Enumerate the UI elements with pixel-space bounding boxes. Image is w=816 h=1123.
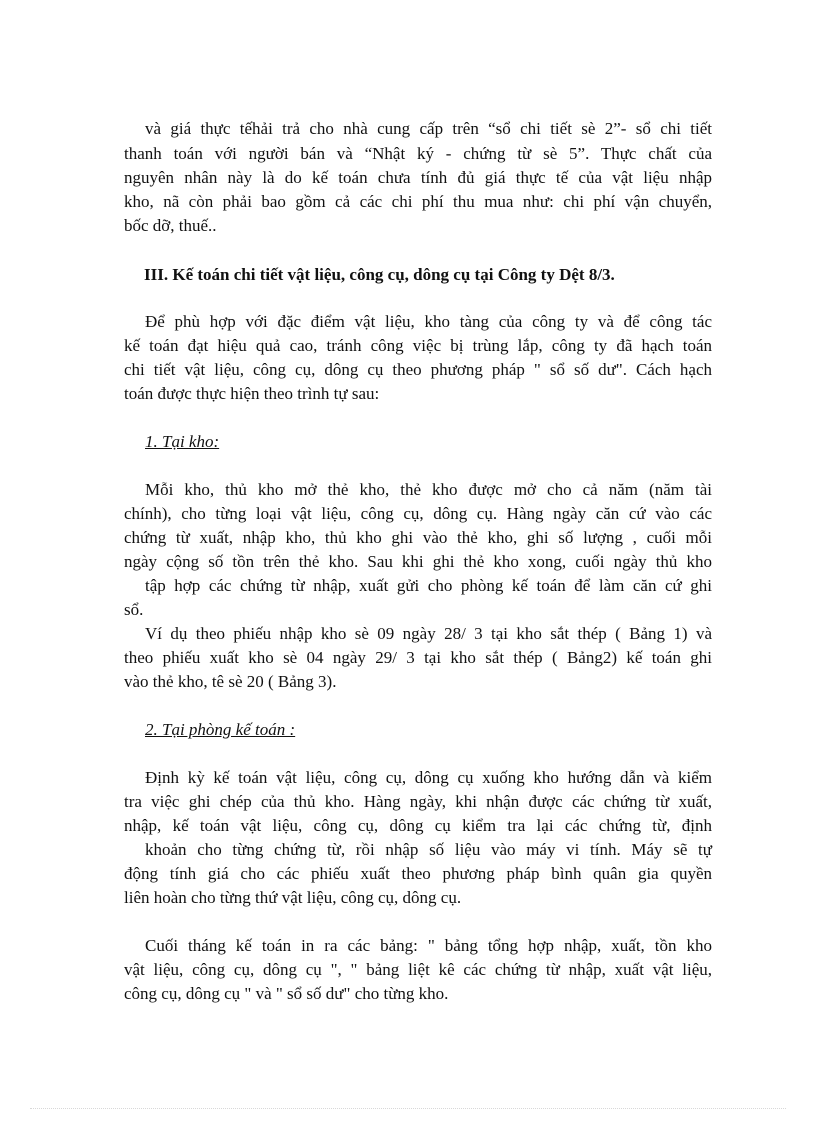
sub1-example-line-3: vào thẻ kho, tê sè 20 ( Bảng 3). bbox=[124, 672, 337, 691]
section-intro-line-4: toán được thực hiện theo trình tự sau: bbox=[124, 384, 380, 403]
section-intro-line-1: Để phù hợp với đặc điểm vật liệu, kho tàng của công ty và để công tác bbox=[145, 312, 712, 331]
sub1-line-1: Mỗi kho, thủ kho mở thẻ kho, thẻ kho được mở cho cả năm (năm tài bbox=[145, 480, 712, 499]
intro-line-3: nguyên nhân này là do kế toán chưa tính đủ giá thực tế của vật liệu nhập bbox=[124, 168, 712, 187]
sub1-line-6: sổ. bbox=[124, 600, 144, 619]
sub1-line-2: chính), cho từng loại vật liệu, công cụ, dông cụ. Hàng ngày căn cứ vào các bbox=[124, 504, 712, 523]
closing-line-3: công cụ, dông cụ " và " sổ số dư" cho từng kho. bbox=[124, 984, 449, 1003]
sub1-line-3: chứng từ xuất, nhập kho, thủ kho ghi vào thẻ kho, ghi số lượng , cuối mỗi bbox=[124, 528, 712, 547]
intro-line-5: bốc dỡ, thuế.. bbox=[124, 216, 217, 235]
sub1-example-line-2: theo phiếu xuất kho sè 04 ngày 29/ 3 tại kho sắt thép ( Bảng2) kế toán ghi bbox=[124, 648, 712, 667]
sub2-line-6: liên hoàn cho từng thứ vật liệu, công cụ, dông cụ. bbox=[124, 888, 462, 907]
subsection-1-title: 1. Tại kho: bbox=[145, 432, 220, 451]
intro-line-4: kho, nã còn phải bao gồm cả các chi phí thu mua như: chi phí vận chuyển, bbox=[124, 192, 712, 211]
closing-line-1: Cuối tháng kế toán in ra các bảng: " bảng tổng hợp nhập, xuất, tồn kho bbox=[145, 936, 712, 955]
sub2-line-3: nhập, kế toán vật liệu, công cụ, dông cụ kiểm tra lại các chứng từ, định bbox=[124, 816, 712, 835]
subsection-2-title: 2. Tại phòng kế toán : bbox=[145, 720, 296, 739]
page-bottom-rule bbox=[30, 1108, 786, 1109]
section-heading: III. Kế toán chi tiết vật liệu, công cụ, dông cụ tại Công ty Dệt 8/3. bbox=[144, 265, 615, 284]
sub2-line-5: động tính giá cho các phiếu xuất theo phương pháp bình quân gia quyền bbox=[124, 864, 712, 883]
sub1-line-4: ngày cộng số tồn trên thẻ kho. Sau khi ghi thẻ kho xong, cuối ngày thủ kho bbox=[124, 552, 712, 571]
section-intro-line-2: kế toán đạt hiệu quả cao, tránh công việc bị trùng lắp, công ty đã hạch toán bbox=[124, 336, 712, 355]
intro-line-1: và giá thực tếhải trả cho nhà cung cấp trên “sổ chi tiết sè 2”- sổ chi tiết bbox=[145, 119, 712, 138]
sub2-line-4: khoản cho từng chứng từ, rồi nhập số liệu vào máy vi tính. Máy sẽ tự bbox=[145, 840, 712, 859]
sub1-line-5: tập hợp các chứng từ nhập, xuất gửi cho phòng kế toán để làm căn cứ ghi bbox=[145, 576, 712, 595]
intro-line-2: thanh toán với người bán và “Nhật ký - chứng từ sè 5”. Thực chất của bbox=[124, 144, 712, 163]
sub1-example-line-1: Ví dụ theo phiếu nhập kho sè 09 ngày 28/ 3 tại kho sắt thép ( Bảng 1) và bbox=[145, 624, 712, 643]
closing-line-2: vật liệu, công cụ, dông cụ ", " bảng liệt kê các chứng từ nhập, xuất vật liệu, bbox=[124, 960, 712, 979]
sub2-line-1: Định kỳ kế toán vật liệu, công cụ, dông cụ xuống kho hướng dẫn và kiểm bbox=[145, 768, 712, 787]
sub2-line-2: tra việc ghi chép của thủ kho. Hàng ngày, khi nhận được các chứng từ xuất, bbox=[124, 792, 712, 811]
section-intro-line-3: chi tiết vật liệu, công cụ, dông cụ theo phương pháp " sổ số dư". Cách hạch bbox=[124, 360, 712, 379]
